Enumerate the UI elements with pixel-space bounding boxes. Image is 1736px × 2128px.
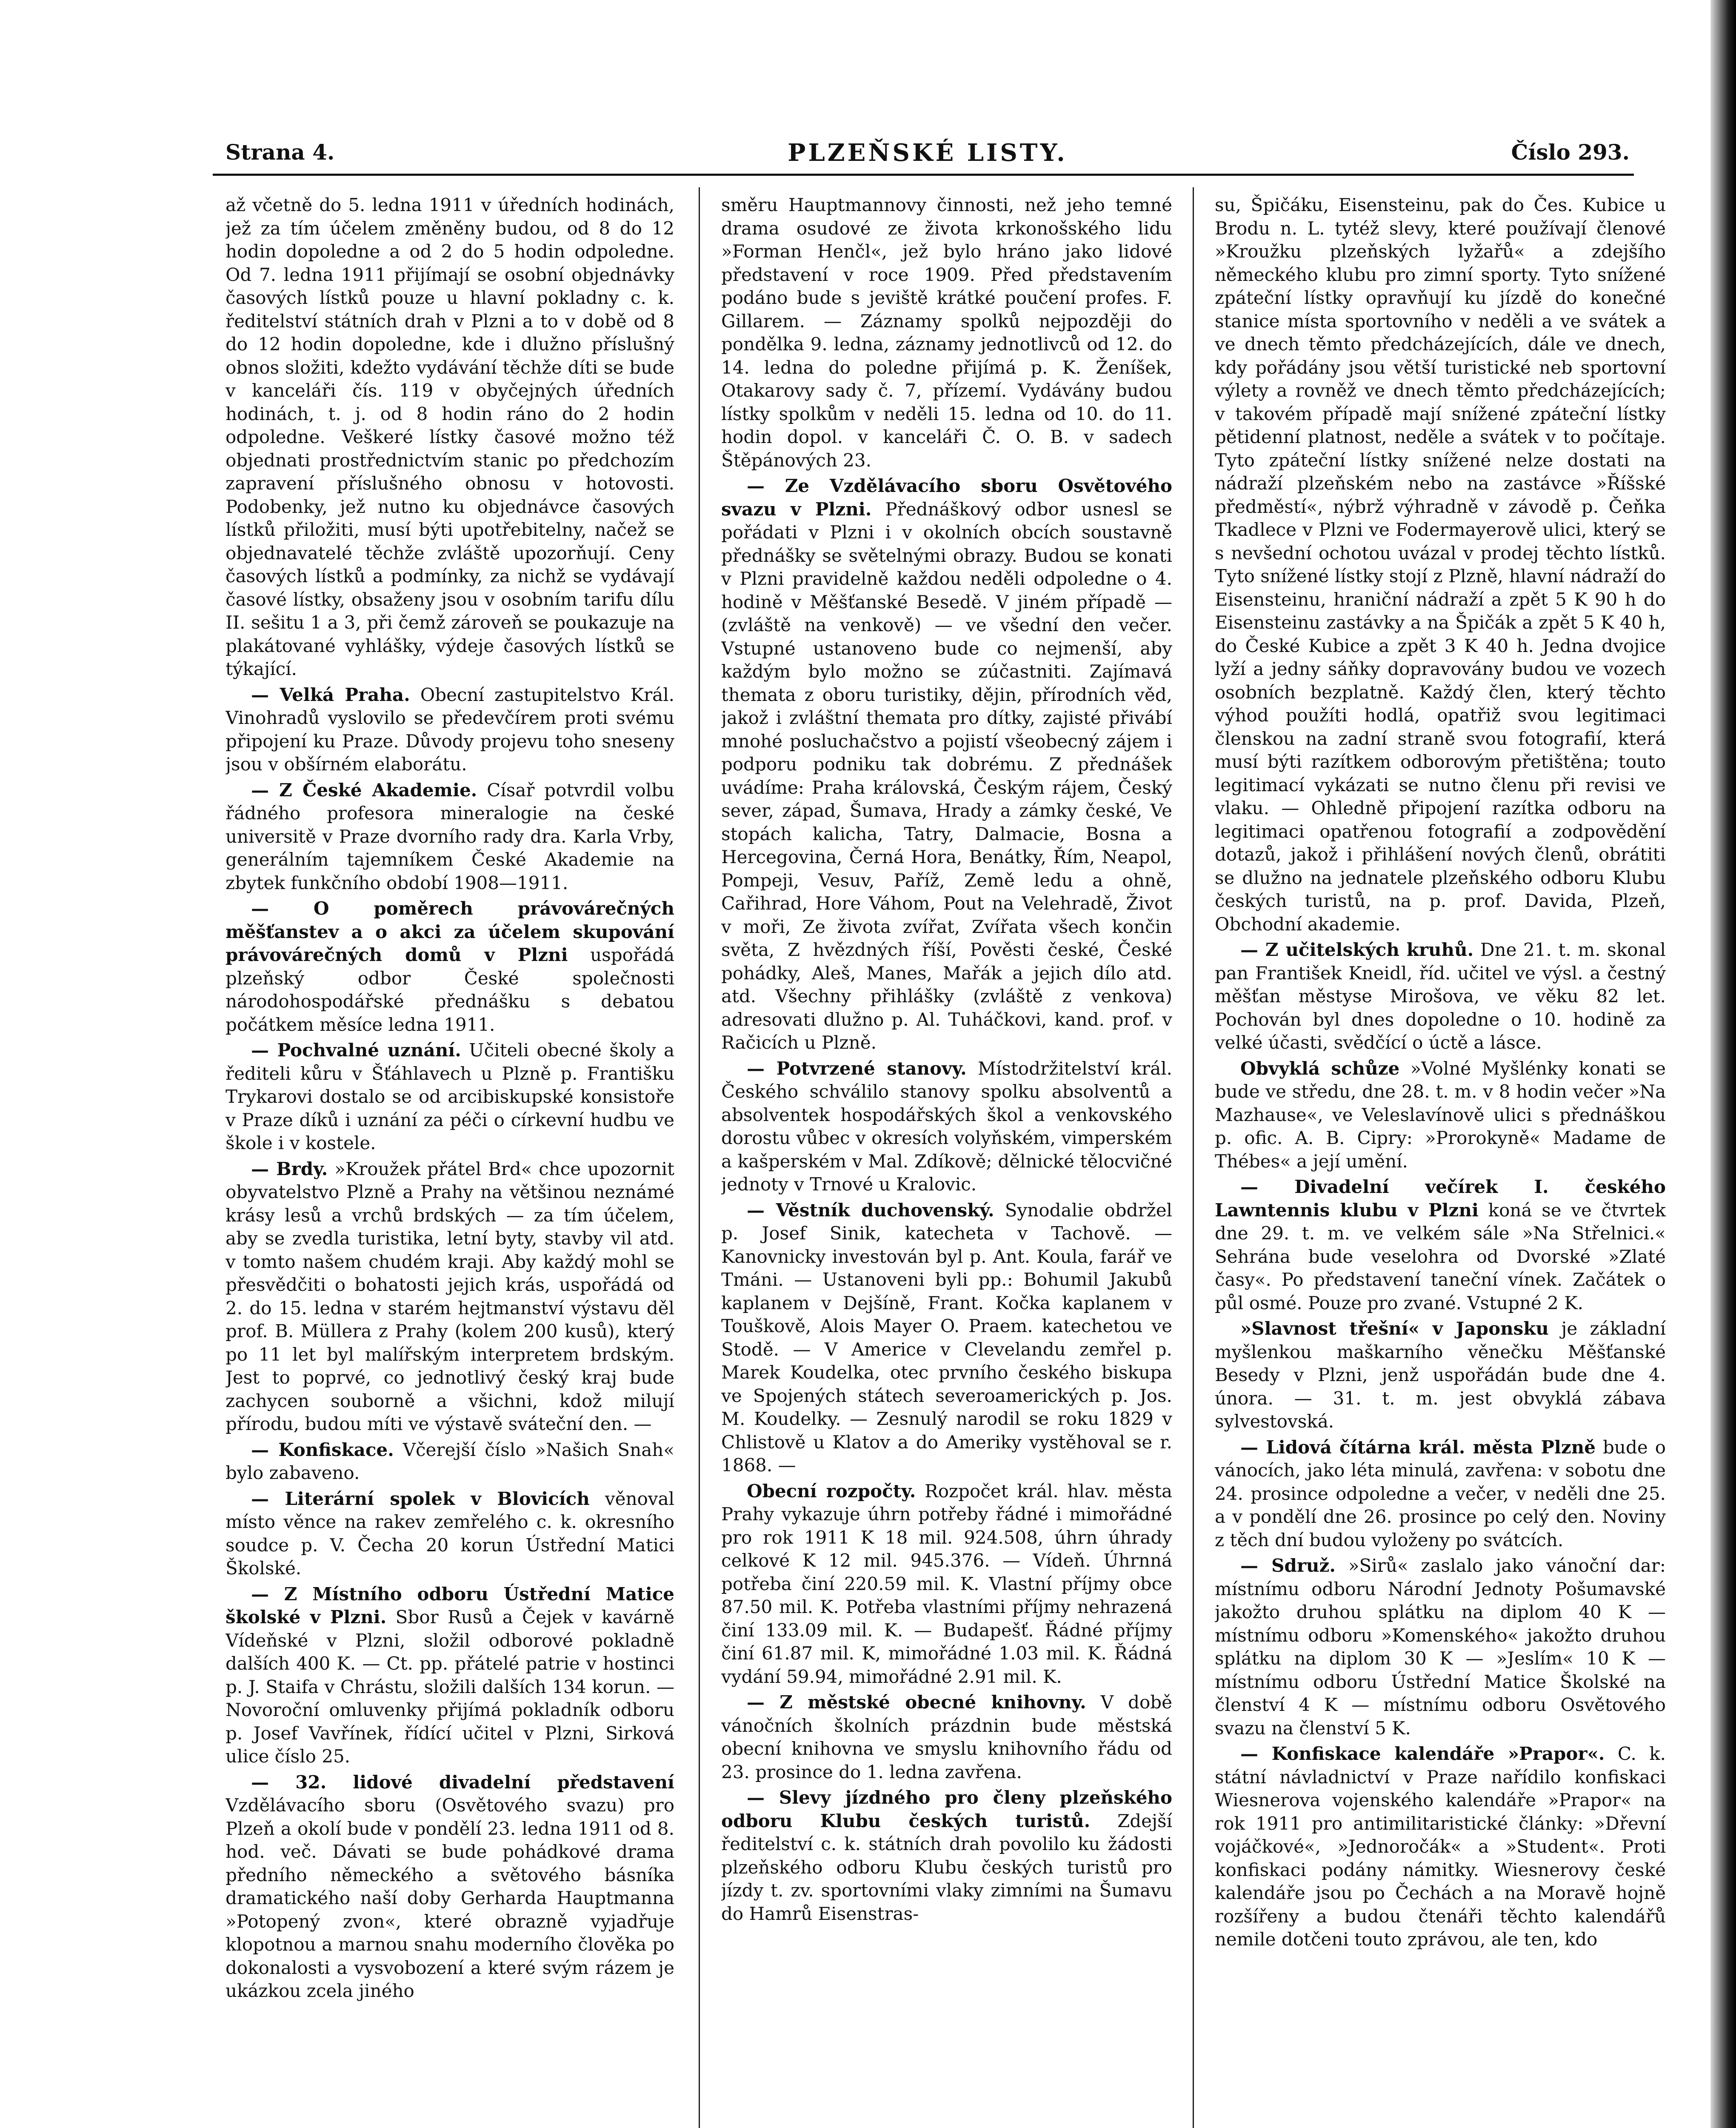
- article-pravovarecne: [226, 897, 674, 1036]
- article-lawntennis-klub: [1215, 1176, 1666, 1315]
- article-body: Rozpočet král. hlav. města Prahy vykazuje úhrn potřeby řádné i mimořádné pro rok 1911 K 18 mil. 924.508, úhrn úhrady celkové K 12 mil. 945.376. — Vídeň. Úhrnná potřeba činí 220.59 mil. K. Vlastní příjmy obce 87.50 mil. K. Potřeba vlastními příjmy nehrazená činí 133.09 mil. K. — Budapešť. Řádné příjmy činí 61.87 mil. K, mimořádné 1.03 mil. K. Řádná vydání 59.94, mimořádné 2.91 mil. K.: [721, 1480, 1172, 1687]
- article-lidova-citarna: [1215, 1436, 1666, 1552]
- masthead-title: PLZEŇSKÉ LISTY.: [788, 139, 1068, 167]
- article-body: »Volné Myšlénky konati se bude ve středu, dne 28. t. m. v 8 hodin večer »Na Mazhause«, ve Veleslavínově ulici s přednáškou p. ofic. A. B. Cipry: »Prorokyně« Madame de Thébes« a její umění.: [1215, 1058, 1666, 1172]
- article-heading: — Sdruž.: [1240, 1555, 1336, 1576]
- article-body: Dne 21. t. m. skonal pan František Kneidl, říd. učitel ve výsl. a čestný měšťan městyse Mirošova, ve věku 82 let. Pochován byl dnes dopoledne o 10. hodině za velké účasti, svědčící o úctě a lásce.: [1215, 939, 1666, 1053]
- column-1: [226, 194, 674, 2128]
- article-body: Zdejší ředitelství c. k. státních drah povolilo ku žádosti plzeňského odboru Klubu českých turistů pro jízdy t. zv. sportovními vlaky zimními na Šumavu do Hamrů Eisenstras-: [721, 1810, 1172, 1924]
- article-body: věnoval místo věnce na rakev zemřelého c. k. okresního soudce p. V. Čecha 20 korun Ústřední Matici Školské.: [226, 1488, 674, 1579]
- article-heading: — Z městské obecné knihovny.: [747, 1692, 1086, 1713]
- page-header: [226, 136, 1630, 170]
- article-vestnik-duchovensky: [721, 1199, 1172, 1477]
- article-body: Učiteli obecné školy a řediteli kůru v Šťáhlavech u Plzně p. Františku Trykarovi dostalo se od arcibiskupské konsistoře v Praze díků i uznání za péči o církevní hudbu ve škole i v kostele.: [226, 1040, 674, 1153]
- article-sdruz-siru: [1215, 1554, 1666, 1740]
- article-heading: Obecní rozpočty.: [747, 1480, 916, 1502]
- header-rule: [213, 174, 1634, 176]
- column-divider: [1193, 187, 1194, 2128]
- article-heading: — O poměrech právovárečných měšťanstev a o akci za účelem skupování právovárečných domů v Plzni: [226, 898, 674, 965]
- article-body: Včerejší číslo »Našich Snah« bylo zabaveno.: [226, 1439, 674, 1483]
- article-body: Synodalie obdržel p. Josef Sinik, katecheta v Tachově. — Kanovnicky investován byl p. Ant. Koula, farář ve Tmáni. — Ustanoveni byli pp.: Bohumil Jakubů kaplanem v Dejšíně, Frant. Kočka kaplanem v Touškově, Alois Mayer O. Praem. katechetou ve Stodě. — V Americe v Clevelandu zemřel p. Marek Koudelka, otec prvního českého biskupa ve Spojených státech severoamerických p. Jos. M. Koudelky. — Zesnulý narodil se roku 1829 v Chlistově u Klatov a do Ameriky vystěhoval se r. 1868. —: [721, 1199, 1172, 1476]
- article-heading: — Z České Akademie.: [251, 779, 477, 801]
- article-body: »Sirů« zaslalo jako vánoční dar: místnímu odboru Národní Jednoty Pošumavské jakožto druhou splátku na diplom 40 K — místnímu odboru »Komenského« jakožto druhou splátku na diplom 30 K — »Jeslím« 10 K — místnímu odboru Ústřední Matice Školské na členství 4 K — místnímu odboru Osvětového svazu na členství 5 K.: [1215, 1555, 1666, 1739]
- article-body: Místodržitelství král. Českého schválilo stanovy spolku absolventů a absolventek hospodářských škol a venkovského dorostu vůbec v okresích volyňském, vimperském a kašperském v Mal. Zdíkově; dělnické tělocvičné jednoty v Trnové u Kralovic.: [721, 1058, 1172, 1195]
- article-heading: — Velká Praha.: [251, 684, 410, 705]
- article-divadelni-predstaveni: [226, 1771, 674, 2003]
- article-heading: — Potvrzené stanovy.: [747, 1058, 967, 1079]
- article-heading: — Divadelní večírek I. českého Lawntennis klubu v Plzni: [1215, 1176, 1666, 1221]
- article-continuation: su, Špičáku, Eisensteinu, pak do Čes. Kubice u Brodu n. L. tytéž slevy, které používají členové »Kroužku plzeňských lyžařů« a zdejšího německého klubu pro zimní sporty. Tyto snížené zpáteční lístky opravňují ku jízdě do konečné stanice místa sportovního v neděli a ve svátek a ve dnech těmto předcházejících, dále ve dnech, kdy pořádány jsou větší turistické neb sportovní výlety a rovněž ve dnech těmto předcházejících; v takovém případě mají snížené zpáteční lístky pětidenní platnost, neděle a svátek v to počítaje. Tyto zpáteční lístky snížené nelze dostati na nádraží plzeňském nebo na zastávce »Říšské předměstí«, nýbrž výhradně v závodě p. Čeňka Tkadlece v Plzni ve Fodermayerově ulici, který se s nevšední ochotou uvázal v prodej těchto lístků. Tyto snížené lístky stojí z Plzně, hlavní nádraží do Eisensteinu, hraniční nádraží a zpět 5 K 90 h do Eisensteinu zastávky a na Špičák a zpět 5 K 40 h, do České Kubice a zpět 3 K 40 h. Jedna dvojice lyží a jedny sáňky dopravovány budou ve vozech osobních bezplatně. Každý člen, který těchto výhod použíti hodlá, opatřiž svou legitimaci členskou na zadní straně svou fotografií, která musí býti razítkem odborovým přetištěna; touto legitimací vykázati se nutno členu při revisi ve vlaku. — Ohledně připojení razítka odboru na legitimaci opatřenou fotografií a zodpovědění dotazů, jakož i přihlášení nových členů, obrátiti se dlužno na jednatele plzeňského odboru Klubu českých turistů, na p. prof. Davida, Plzeň, Obchodní akademie.: [1215, 194, 1666, 935]
- column-divider: [699, 187, 700, 2128]
- article-heading: — Z učitelských kruhů.: [1240, 939, 1474, 960]
- article-body: Obecní zastupitelstvo Král. Vinohradů vyslovilo se předevčírem proti svému připojení ku Praze. Důvody projevu toho sneseny jsou v obšírném elaborátu.: [226, 684, 674, 775]
- article-konfiskace: [226, 1439, 674, 1485]
- article-slevy-jizdneho: [721, 1786, 1172, 1925]
- article-heading: — Věstník duchovenský.: [747, 1199, 994, 1221]
- article-body: Přednáškový odbor usnesl se pořádati v Plzni i v okolních obcích soustavně přednášky se světelnými obrazy. Budou se konati v Plzni pravidelně každou neděli odpoledne o 4. hodině v Měšťanské Besedě. V jiném případě — (zvláště na venkově) — ve všední den večer. Vstupné ustanoveno bude co nejmenší, aby každým bylo možno se zúčastniti. Zajímavá themata z oboru turistiky, dějin, přírodních věd, jakož i zvláštní themata pro dítky, zajisté přivábí mnohé posluchačstvo a pojistí všeobecný zájem i podporu podniku tak dobrému. Z přednášek uvádíme: Praha královská, Českým rájem, Český sever, západ, Šumava, Hrady a zámky české, Ve stopách kalicha, Tatry, Dalmacie, Bosna a Hercegovina, Černá Hora, Benátky, Řím, Neapol, Pompeji, Vesuv, Paříž, Země ledu a ohně, Cařihrad, Hore Váhom, Pout na Velehradě, Život v moři, Ze života zvířat, Zvířata všech končin světa, Z hvězdných říší, Pověsti české, České pohádky, Aleš, Manes, Mařák a jejich dílo atd. atd. Všechny přihlášky (zvláště z venkova) adresovati dlužno p. Al. Tuháčkovi, kand. prof. v Račicích u Plzně.: [721, 498, 1172, 1053]
- article-velka-praha: [226, 684, 674, 776]
- article-continuation: až včetně do 5. ledna 1911 v úředních hodinách, jež za tím účelem změněny budou, od 8 do 12 hodin dopoledne a od 2 do 5 hodin odpoledne. Od 7. ledna 1911 přijímají se osobní objednávky časových lístků pouze u hlavní pokladny c. k. ředitelství státních drah v Plzni a to v době od 8 do 12 hodin dopoledne, kde i dlužno příslušný obnos složiti, kdežto vydávání těchže díti se bude v kanceláři čís. 119 v obyčejných úředních hodinách, t. j. od 8 hodin ráno do 2 hodin odpoledne. Veškeré lístky časové možno též objednati prostřednictvím stanic po předchozím zapravení příslušného obnosu v hotovosti. Podobenky, jež nutno ku objednávce časových lístků přiložiti, musí býti upotřebitelny, načež se objednavatelé těchže zvláště upozorňují. Ceny časových lístků a podmínky, za nichž se vydávají časové lístky, obsaženy jsou v osobním tarifu dílu II. sešitu 1 a 3, při čemž zároveň se poukazuje na plakátované vyhlášky, výdeje časových lístků se týkající.: [226, 194, 674, 679]
- article-body: V době vánočních školních prázdnin bude městská obecní knihovna ve smyslu knihovního řádu od 23. prosince do 1. ledna zavřena.: [721, 1692, 1172, 1782]
- article-heading: — Pochvalné uznání.: [251, 1040, 461, 1061]
- article-heading: Obvyklá schůze: [1240, 1058, 1400, 1079]
- article-slavnost-tresni: [1215, 1317, 1666, 1433]
- article-ucitelske-kruhy: [1215, 938, 1666, 1055]
- article-body: C. k. státní návladnictví v Praze nařídilo konfiskaci Wiesnerova vojenského kalendáře »Prapor« na rok 1911 pro antimilitaristické články: »Dřevní vojáčkové«, »Jednoročák« a »Student«. Proti konfiskaci podány námitky. Wiesnerovy české kalendáře jsou po Čechách a na Moravě hojně rozšířeny a budou čtenáři těchto kalendářů nemile dotčeni touto zprávou, ale ten, kdo: [1215, 1743, 1666, 1950]
- article-heading: — Literární spolek v Blovicích: [251, 1488, 590, 1509]
- article-konfiskace-kalendare: [1215, 1742, 1666, 1951]
- article-potvrzene-stanovy: [721, 1057, 1172, 1196]
- article-heading: — Ze Vzdělávacího sboru Osvětového svazu v Plzni.: [721, 475, 1172, 520]
- article-heading: »Slavnost třešní« v Japonsku: [1240, 1318, 1549, 1339]
- scan-edge: [1710, 0, 1736, 2128]
- article-body: Císař potvrdil volbu řádného profesora mineralogie na české universitě v Praze dvorního rady dra. Karla Vrby, generálním tajemníkem České Akademie na zbytek funkčního období 1908—1911.: [226, 779, 674, 893]
- page-number: Strana 4.: [226, 140, 335, 165]
- article-volne-myslenky: [1215, 1057, 1666, 1173]
- article-heading: — Z Místního odboru Ústřední Matice školské v Plzni.: [226, 1583, 674, 1627]
- article-heading: — Konfiskace.: [251, 1439, 394, 1460]
- article-body: koná se ve čtvrtek dne 29. t. m. ve velkém sále »Na Střelnici.« Sehrána bude veselohra od Dvorské »Zlaté časy«. Po představení taneční vínek. Začátek o půl osmé. Pouze pro zvané. Vstupné 2 K.: [1215, 1199, 1666, 1313]
- article-heading: — Lidová čítárna král. města Plzně: [1240, 1436, 1596, 1458]
- article-body: »Kroužek přátel Brd« chce upozornit obyvatelstvo Plzně a Prahy na většinou neznámé krásy lesů a vrchů brdských — za tím účelem, aby se zvedla turistika, letní byty, stavby vil atd. v tomto našem chudém kraji. Aby každý mohl se přesvědčiti o bohatosti jejich krás, uspořádá od 2. do 15. ledna v starém hejtmanství výstavu děl prof. B. Müllera z Prahy (kolem 200 kusů), který po 11 let byl malířským interpretem brdským. Jest to poprvé, co jednotlivý český kraj bude zachycen souborně a všichni, kdož milují přírodu, budou míti ve výstavě sváteční den. —: [226, 1158, 674, 1434]
- article-pochvalne-uznani: [226, 1039, 674, 1155]
- article-mestska-knihovna: [721, 1691, 1172, 1784]
- article-continuation: směru Hauptmannovy činnosti, než jeho temné drama osudové ze života krkonošského lidu »Forman Henčl«, jež bylo hráno jako lidové představení v roce 1909. Před představením podáno bude s jeviště krátké poučení profes. F. Gillarem. — Záznamy spolků nejpozději do pondělka 9. ledna, záznamy jednotlivců od 12. do 14. ledna do poledne přijímá p. K. Ženíšek, Otakarovy sady č. 7, přízemí. Vydávány budou lístky spolkům v neděli 15. ledna od 10. do 11. hodin dopol. v kanceláři Č. O. B. v sadech Štěpánových 23.: [721, 194, 1172, 471]
- article-body: Sbor Rusů a Čejek v kavárně Vídeňské v Plzni, složil odborové pokladně dalších 400 K. — Ct. pp. přátelé patrie v hostinci p. J. Staifa v Chrástu, složili dalších 134 korun. — Novoroční omluvenky přijímá pokladník odboru p. Josef Vavřínek, řídící učitel v Plzni, Sirková ulice číslo 25.: [226, 1607, 674, 1767]
- article-body: bude o vánocích, jako léta minulá, zavřena: v sobotu dne 24. prosince odpoledne a večer, v neděli dne 25. a v pondělí dne 26. prosince po celý den. Noviny z těch dní budou vyloženy po svátcích.: [1215, 1436, 1666, 1550]
- article-ustredni-matice: [226, 1583, 674, 1768]
- article-body: uspořádá plzeňský odbor České společnosti národohospodářské přednášku s debatou počátkem měsíce ledna 1911.: [226, 944, 674, 1035]
- article-heading: — Brdy.: [251, 1158, 328, 1179]
- issue-number: Číslo 293.: [1511, 140, 1630, 165]
- article-literarni-spolek: [226, 1487, 674, 1580]
- article-heading: — Slevy jízdného pro členy plzeňského odboru Klubu českých turistů.: [721, 1787, 1172, 1831]
- article-heading: — 32. lidové divadelní představení: [251, 1771, 674, 1793]
- article-heading: — Konfiskace kalendáře »Prapor«.: [1240, 1743, 1605, 1764]
- article-ceska-akademie: [226, 779, 674, 895]
- article-body: je základní myšlenkou maškarního věnečku Měšťanské Besedy v Plzni, jenž uspořádán bude dne 4. února. — 31. t. m. jest obvyklá zábava sylvestovská.: [1215, 1318, 1666, 1432]
- column-2: [721, 194, 1172, 2128]
- article-vzdelavaci-sbor: [721, 475, 1172, 1055]
- article-brdy: [226, 1158, 674, 1436]
- article-obecni-rozpocty: [721, 1480, 1172, 1689]
- article-body: Vzdělávacího sboru (Osvětového svazu) pro Plzeň a okolí bude v pondělí 23. ledna 1911 od 8. hod. več. Dávati se bude pohádkové drama předního německého a světového básníka dramatického naší doby Gerharda Hauptmanna »Potopený zvon«, které obrazně vyjadřuje klopotnou a marnou snahu moderního člověka po dokonalosti a vysvobození a které svým rázem je ukázkou zcela jiného: [226, 1795, 674, 2001]
- column-3: [1215, 194, 1666, 2128]
